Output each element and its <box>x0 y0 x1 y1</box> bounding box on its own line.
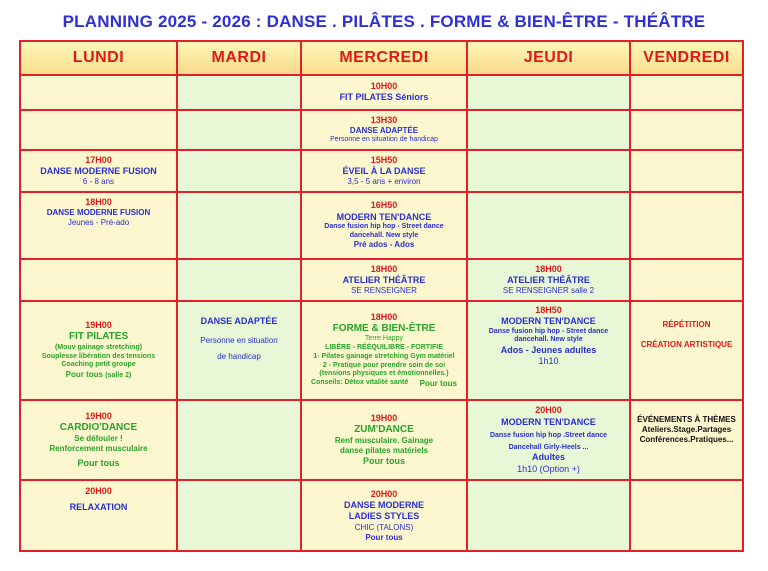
class-name: CARDIO'DANCE <box>59 421 138 433</box>
schedule-row <box>20 301 743 400</box>
cell-atelier-theatre <box>467 259 630 301</box>
cell-empty <box>20 75 177 109</box>
class-time: 20H00 <box>370 488 398 499</box>
schedule-row <box>20 480 743 551</box>
cell-empty <box>177 480 301 551</box>
cell-fit-pilates-seniors <box>301 75 467 109</box>
class-desc: Danse fusion hip hop - Street dance <box>324 222 444 230</box>
class-name: ÉVÉNEMENTS À THÈMES <box>637 414 736 424</box>
cell-forme-bien-etre <box>301 301 467 400</box>
class-time: 13H30 <box>370 114 398 125</box>
cell-danse-adaptee <box>301 110 467 150</box>
schedule-row <box>20 400 743 481</box>
day-header-monday: LUNDI <box>20 41 177 75</box>
class-desc: Se défouler ! <box>74 434 123 444</box>
cell-empty <box>20 259 177 301</box>
cell-empty <box>467 192 630 259</box>
class-name: FORME & BIEN-ÊTRE <box>332 322 436 334</box>
cell-modern-tendance-ados <box>467 301 630 400</box>
class-name: DANSE MODERNE FUSION <box>40 166 157 176</box>
class-age: Adultes <box>531 452 565 463</box>
class-age: 3,5 - 5 ans + environ <box>347 177 421 187</box>
class-name: ZUM'DANCE <box>354 423 414 435</box>
class-time: 19H00 <box>85 410 112 421</box>
class-audience: Pour tous (salle 2) <box>65 370 132 380</box>
class-name: MODERN TEN'DANCE <box>501 316 596 327</box>
cell-empty <box>177 110 301 150</box>
schedule-row <box>20 150 743 192</box>
class-name: MODERN TEN'DANCE <box>501 416 596 427</box>
class-audience: Pour tous <box>365 532 403 542</box>
class-desc: dancehall. New style <box>514 336 583 344</box>
class-name: ATELIER THÉÂTRE <box>507 274 590 285</box>
class-desc: 2 - Pratique pour prendre soin de soi <box>322 361 446 369</box>
class-time: 18H00 <box>535 263 562 274</box>
class-time: 15H50 <box>370 154 398 165</box>
class-note: Personne en situation <box>200 336 278 346</box>
cell-empty <box>177 192 301 259</box>
class-time: 17H00 <box>85 154 112 165</box>
class-desc: Coaching petit groupe <box>61 361 136 369</box>
class-name: RÉPÉTITION <box>662 320 711 330</box>
class-note: Personne en situation de handicap <box>330 135 438 143</box>
cell-relaxation <box>20 480 177 551</box>
cell-empty <box>177 75 301 109</box>
cell-eveil-danse <box>301 150 467 192</box>
class-time: 20H00 <box>535 405 562 416</box>
cell-empty <box>20 110 177 150</box>
class-age: Pré ados - Ados <box>353 240 415 250</box>
class-desc: 1- Pilates gainage stretching Gym matériel <box>313 352 455 360</box>
class-name: LADIES STYLES <box>348 511 420 522</box>
class-note: de handicap <box>217 352 261 362</box>
class-desc: Conférences.Pratiques... <box>639 434 734 444</box>
class-name: ÉVEIL À LA DANSE <box>342 166 426 176</box>
schedule-table <box>19 40 744 552</box>
class-desc: (Mouv gainage stretching) <box>54 343 143 351</box>
class-name: DANSE MODERNE <box>343 500 424 511</box>
class-time: 10H00 <box>370 81 398 92</box>
cell-empty <box>177 400 301 481</box>
class-name: FIT PILATES <box>68 331 129 343</box>
class-desc: Danse fusion hip hop - Street dance <box>488 327 609 335</box>
class-time: 18H00 <box>85 197 112 208</box>
class-duration: 1h10 <box>538 356 559 367</box>
class-desc: Renforcement musculaire <box>49 444 148 454</box>
cell-danse-adaptee <box>177 301 301 400</box>
day-header-wednesday: MERCREDI <box>301 41 467 75</box>
class-desc: Danse fusion hip hop .Street dance <box>489 431 608 439</box>
cell-modern-tendance <box>301 192 467 259</box>
class-time: 18H50 <box>535 305 562 316</box>
cell-empty <box>467 110 630 150</box>
cell-empty <box>177 150 301 192</box>
class-desc: Souplesse libération des tensions <box>41 352 156 360</box>
class-time: 20H00 <box>85 486 112 497</box>
day-header-thursday: JEUDI <box>467 41 630 75</box>
day-header-tuesday: MARDI <box>177 41 301 75</box>
class-note: SE RENSEIGNER salle 2 <box>502 286 595 296</box>
class-time: 19H00 <box>370 412 398 423</box>
schedule-row <box>20 75 743 109</box>
cell-empty <box>630 75 743 109</box>
class-name: ATELIER THÉÂTRE <box>342 274 426 285</box>
class-desc: LIBÈRE - RÉÉQUILIBRE - FORTIFIE <box>325 344 443 352</box>
class-footer: Conseils: Détox vitalité santé Pour tous <box>311 379 457 389</box>
class-time: 18H00 <box>370 311 398 322</box>
class-age: Jeunes - Pré-ado <box>67 218 130 228</box>
class-desc: danse pilates matériels <box>339 446 429 456</box>
cell-fit-pilates <box>20 301 177 400</box>
schedule-row <box>20 192 743 259</box>
cell-empty <box>630 150 743 192</box>
class-name: DANSE ADAPTÉE <box>200 316 278 327</box>
schedule-row <box>20 259 743 301</box>
class-desc: dancehall. New style <box>349 231 419 239</box>
cell-modern-tendance-adultes <box>467 400 630 481</box>
page-title: PLANNING 2025 - 2026 : DANSE . PILÂTES . FORME & BIEN-ÊTRE - THÉÂTRE <box>62 12 706 31</box>
class-name: DANSE MODERNE FUSION <box>46 208 151 218</box>
cell-evenements <box>630 400 743 481</box>
class-age: Ados - Jeunes adultes <box>500 345 597 356</box>
cell-empty <box>630 480 743 551</box>
class-desc: Ateliers.Stage.Partages <box>641 424 732 434</box>
class-desc: Dancehall Girly-Heels ... <box>508 443 589 451</box>
cell-empty <box>177 259 301 301</box>
schedule-row <box>20 110 743 150</box>
cell-danse-moderne-fusion-jeunes <box>20 192 177 259</box>
class-duration: 1h10 (Option +) <box>517 463 580 474</box>
cell-zum-dance <box>301 400 467 481</box>
class-desc: (tensions physiques et émotionnelles.) <box>319 370 449 378</box>
class-time: 16H50 <box>370 200 398 211</box>
class-name: RELAXATION <box>69 501 128 512</box>
cell-cardio-dance <box>20 400 177 481</box>
cell-empty <box>630 259 743 301</box>
class-note: CHIC (TALONS) <box>354 522 414 532</box>
class-desc: Renf musculaire. Gainage <box>334 436 434 446</box>
day-header-friday: VENDREDI <box>630 41 743 75</box>
cell-empty <box>630 110 743 150</box>
header-row <box>20 41 743 75</box>
class-name: MODERN TEN'DANCE <box>336 211 432 222</box>
class-name: FIT PILATES Séniors <box>339 92 429 103</box>
cell-danse-moderne-fusion <box>20 150 177 192</box>
class-time: 19H00 <box>85 320 112 331</box>
cell-empty <box>630 192 743 259</box>
class-note: SE RENSEIGNER <box>351 286 417 296</box>
cell-empty <box>467 150 630 192</box>
class-age: 6 - 8 ans <box>82 177 115 187</box>
class-name: DANSE ADAPTÉE <box>349 125 419 135</box>
cell-danse-moderne-ladies <box>301 480 467 551</box>
cell-atelier-theatre <box>301 259 467 301</box>
class-audience: Pour tous <box>363 456 405 467</box>
cell-repetition <box>630 301 743 400</box>
class-audience: Pour tous <box>77 458 120 469</box>
class-time: 18H00 <box>370 263 398 274</box>
class-desc: Terre Happy <box>364 335 404 343</box>
cell-empty <box>467 480 630 551</box>
class-name: CRÉATION ARTISTIQUE <box>640 340 733 350</box>
cell-empty <box>467 75 630 109</box>
